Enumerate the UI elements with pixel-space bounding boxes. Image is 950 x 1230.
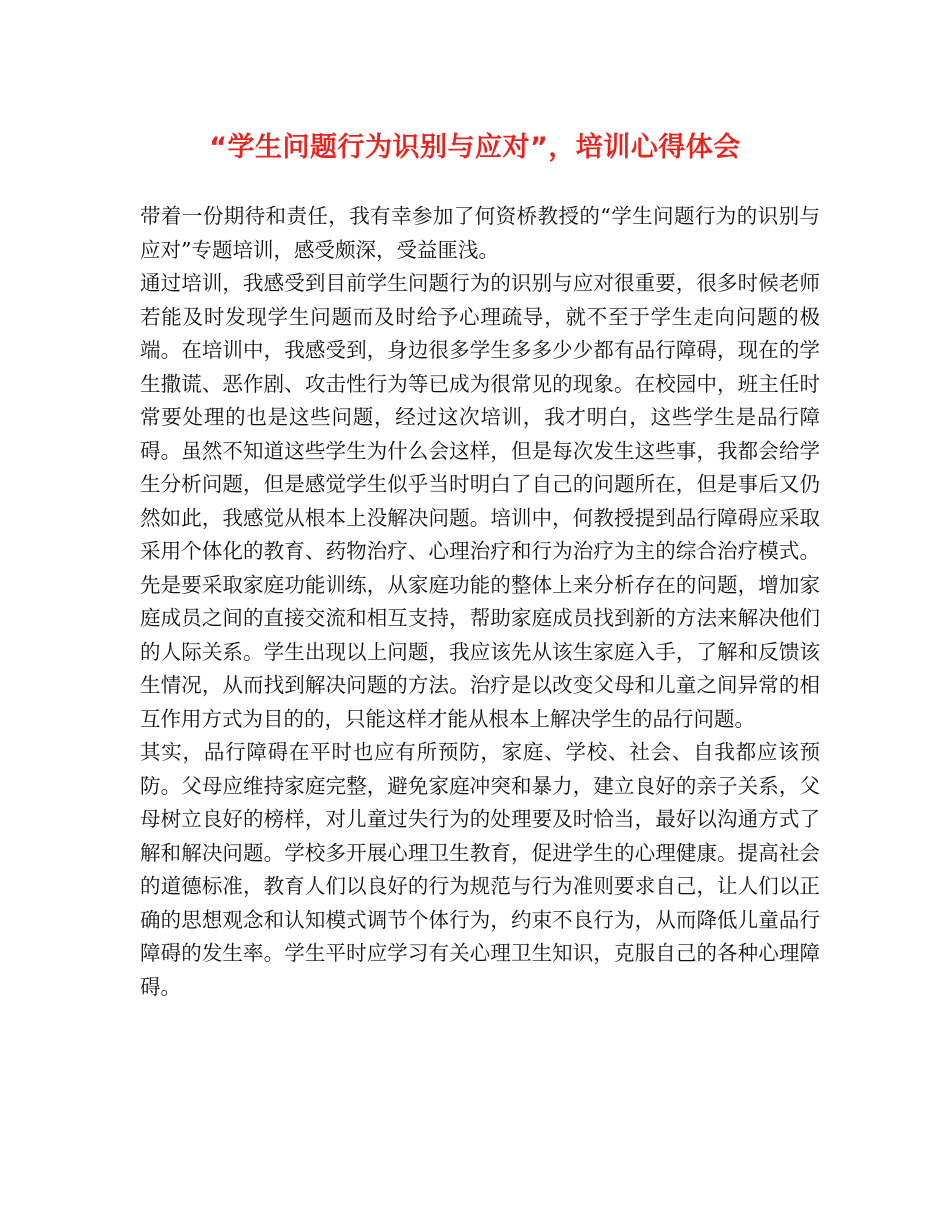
paragraph-prevention: 其实，品行障碍在平时也应有所预防，家庭、学校、社会、自我都应该预防。父母应维持家庭完整，避免家庭冲突和暴力，建立良好的亲子关系，父母树立良好的榜样，对儿童过失行为的处理要及时恰当，最好以沟通方式了解和解决问题。学校多开展心理卫生教育，促进学生的心理健康。提高社会的道德标准，教育人们以良好的行为规范与行为准则要求自己，让人们以正确的思想观念和认知模式调节个体行为，约束不良行为，从而降低儿童品行障碍的发生率。学生平时应学习有关心理卫生知识，克服自己的各种心理障碍。 — [140, 740, 820, 999]
paragraph-intro: 带着一份期待和责任，我有幸参加了何资桥教授的“学生问题行为的识别与应对”专题培训，感受颇深，受益匪浅。 — [140, 204, 820, 262]
document-body — [140, 200, 820, 1004]
document-title: “学生问题行为识别与应对”，培训心得体会 — [209, 132, 741, 163]
paragraph-training-insights: 通过培训，我感受到目前学生问题行为的识别与应对很重要，很多时候老师若能及时发现学生问题而及时给予心理疏导，就不至于学生走向问题的极端。在培训中，我感受到，身边很多学生多多少少都有品行障碍，现在的学生撒谎、恶作剧、攻击性行为等已成为很常见的现象。在校园中，班主任时常要处理的也是这些问题，经过这次培训，我才明白，这些学生是品行障碍。虽然不知道这些学生为什么会这样，但是每次发生这些事，我都会给学生分析问题，但是感觉学生似乎当时明白了自己的问题所在，但是事后又仍然如此，我感觉从根本上没解决问题。培训中，何教授提到品行障碍应采取采用个体化的教育、药物治疗、心理治疗和行为治疗为主的综合治疗模式。先是要采取家庭功能训练，从家庭功能的整体上来分析存在的问题，增加家庭成员之间的直接交流和相互支持，帮助家庭成员找到新的方法来解决他们的人际关系。学生出现以上问题，我应该先从该生家庭入手，了解和反馈该生情况，从而找到解决问题的方法。治疗是以改变父母和儿童之间异常的相互作用方式为目的的，只能这样才能从根本上解决学生的品行问题。 — [140, 271, 820, 731]
